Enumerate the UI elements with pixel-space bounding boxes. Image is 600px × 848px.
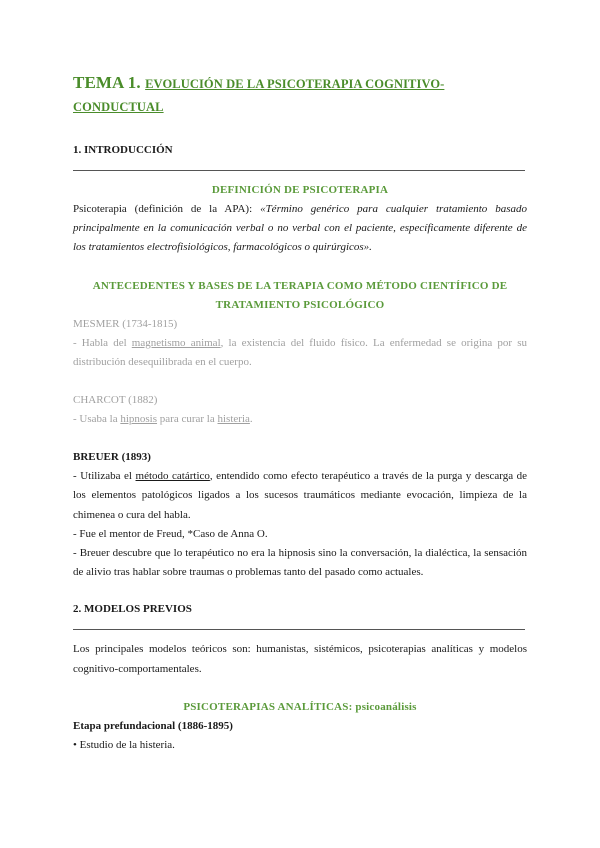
etapa-item: • Estudio de la histeria.: [73, 738, 175, 751]
subheading-antecedentes: ANTECEDENTES Y BASES DE LA TERAPIA COMO MÉTODO CIENTÍFICO DE TRATAMIENTO PSICOLÓGICO: [92, 279, 508, 311]
section-divider: [73, 170, 525, 171]
definicion-paragraph: [73, 200, 527, 258]
section-divider: [73, 629, 525, 630]
document-title: [73, 72, 527, 118]
charcot-text-post: .: [249, 413, 253, 426]
breuer-line-1: [73, 467, 527, 525]
charcot-text: [73, 410, 527, 429]
mesmer-text-pre: - Habla del: [73, 336, 132, 349]
breuer-block: [73, 448, 527, 582]
breuer-line-1-post: , entendido como efecto terapéutico a través de la purga y descarga de los elementos patológicos ligados a los sucesos traumáticos mediante evocación, limpieza de la chimenea o cura del habla.: [73, 470, 528, 521]
histeria-term: histeria: [217, 413, 250, 426]
charcot-block: [73, 391, 527, 429]
page-content: [73, 72, 527, 755]
modelos-intro: Los principales modelos teóricos son: humanistas, sistémicos, psicoterapias analíticas y modelos cognitivo-comportamentales.: [73, 643, 527, 675]
breuer-line-2: - Fue el mentor de Freud, *Caso de Anna O.: [73, 527, 268, 540]
subheading-analiticas: PSICOTERAPIAS ANALÍTICAS: psicoanálisis: [183, 700, 417, 713]
hipnosis-term: hipnosis: [120, 413, 158, 426]
magnetismo-animal-term: magnetismo animal: [131, 336, 221, 349]
etapa-title: Etapa prefundacional (1886-1895): [73, 719, 233, 732]
breuer-line-3: - Breuer descubre que lo terapéutico no era la hipnosis sino la conversación, la dialéctica, la sensación de alivio tras hablar sobre traumas o problemas tanto del pasado como actuales.: [73, 547, 527, 579]
metodo-catartico-term: método catártico: [135, 470, 210, 483]
mesmer-text-post: , la existencia del fluido físico. La enfermedad se origina por su distribución desequilibrada en el cuerpo.: [73, 336, 527, 368]
tema-number: TEMA 1.: [73, 73, 141, 92]
section-heading-introduccion: 1. INTRODUCCIÓN: [73, 144, 173, 156]
definicion-lead: Psicoterapia (definición de la APA):: [73, 203, 261, 215]
charcot-text-pre: - Usaba la: [73, 413, 121, 426]
breuer-line-1-pre: - Utilizaba el: [73, 470, 136, 483]
definicion-quote: «Término genérico para cualquier tratamiento basado principalmente en la comunicación verbal o no verbal con el paciente, específicamente diferente de los tratamientos electrofisiológicos, farmacológicos o quirúrgicos».: [73, 203, 527, 254]
tema-title: EVOLUCIÓN DE LA PSICOTERAPIA COGNITIVO-CONDUCTUAL: [73, 77, 445, 114]
mesmer-text: [73, 334, 527, 372]
subheading-definicion: DEFINICIÓN DE PSICOTERAPIA: [211, 184, 389, 196]
mesmer-block: [73, 315, 527, 372]
section-heading-modelos: 2. MODELOS PREVIOS: [73, 603, 192, 616]
breuer-title: BREUER (1893): [73, 451, 151, 464]
charcot-text-mid: para curar la: [157, 413, 218, 426]
mesmer-title: MESMER (1734-1815): [73, 317, 178, 330]
charcot-title: CHARCOT (1882): [73, 394, 158, 407]
